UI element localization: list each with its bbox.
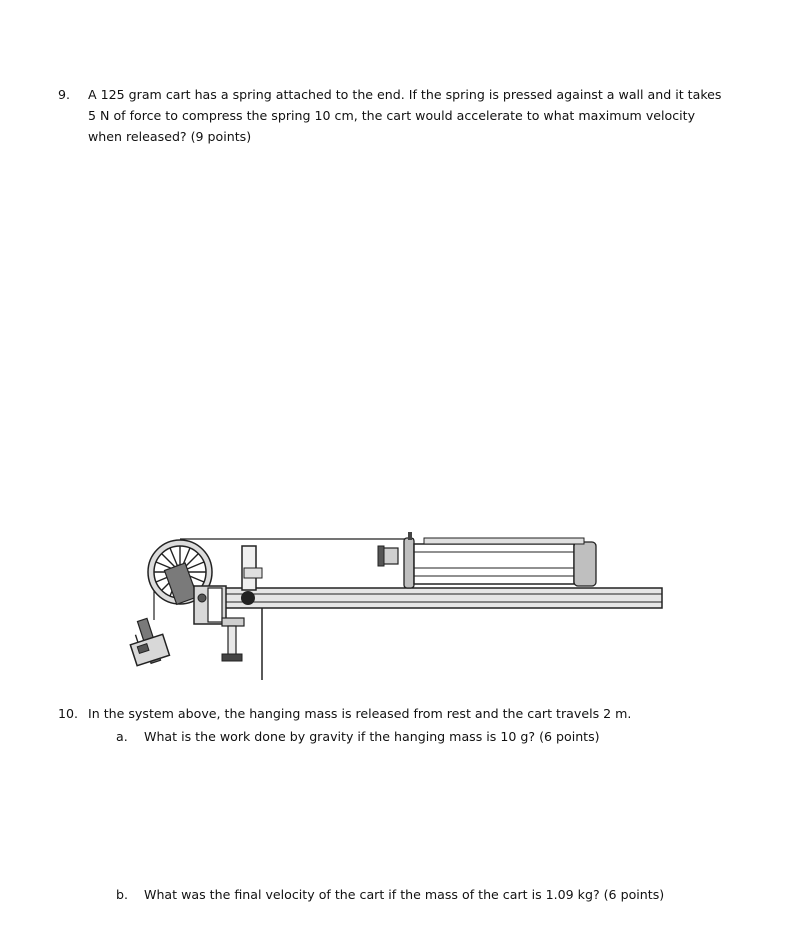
question-10-part-b [116, 884, 756, 906]
cart [378, 532, 596, 588]
question-text: In the system above, the hanging mass is released from rest and the cart travels 2 m. [88, 706, 632, 721]
question-line: 5 N of force to compress the spring 10 cm, the cart would accelerate to what maximum velocity [88, 108, 696, 123]
part-letter: b. [116, 887, 128, 902]
track-bumper [241, 591, 255, 605]
question-line: when released? (9 points) [88, 129, 252, 144]
part-text: What is the work done by gravity if the hanging mass is 10 g? (6 points) [144, 729, 600, 744]
question-9 [58, 84, 786, 154]
part-text: What was the final velocity of the cart if the mass of the cart is 1.09 kg? (6 points) [144, 887, 665, 902]
part-letter: a. [116, 729, 128, 744]
question-10-part-a [116, 726, 716, 748]
upright-post [242, 546, 262, 590]
hanging-mass [124, 615, 170, 667]
track [224, 588, 662, 608]
pulley-cart-diagram [124, 528, 669, 684]
question-line: A 125 gram cart has a spring attached to the end. If the spring is pressed against a wall and it takes [88, 87, 722, 102]
question-number: 9. [58, 87, 71, 102]
question-number: 10. [58, 706, 79, 721]
question-text [88, 84, 722, 147]
question-10 [58, 703, 786, 725]
